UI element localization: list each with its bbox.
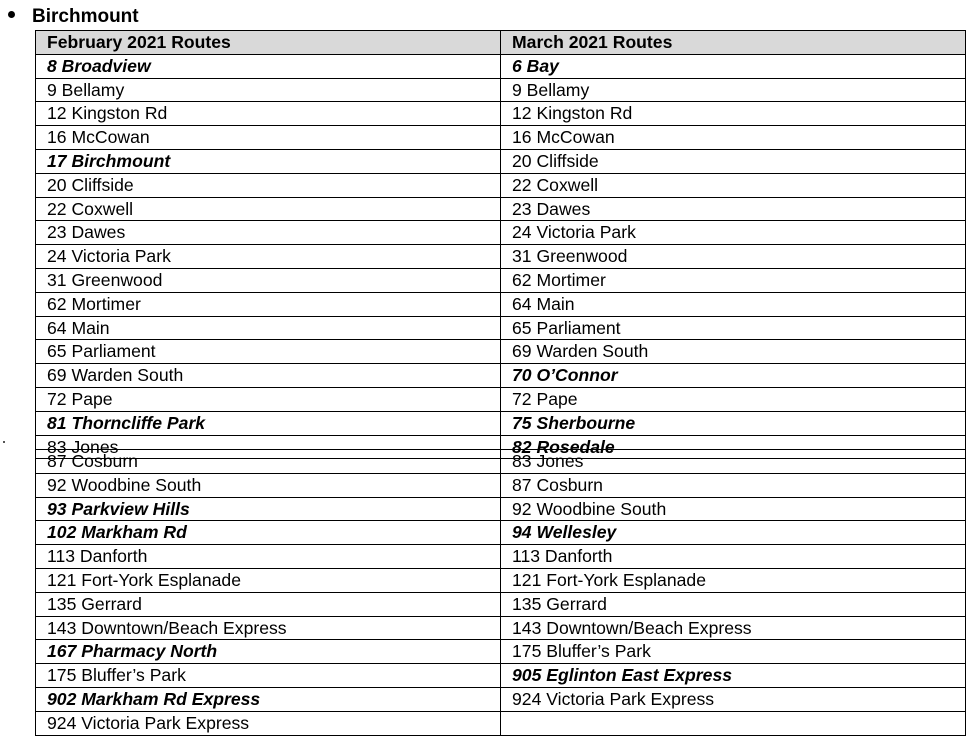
routes-table-bottom-body	[36, 450, 966, 736]
table-row	[36, 640, 966, 664]
march-route-cell: 83 Jones	[501, 450, 966, 474]
march-route-cell: 75 Sherbourne	[501, 411, 966, 435]
february-route-cell: 20 Cliffside	[36, 173, 501, 197]
table-row	[36, 411, 966, 435]
table-row	[36, 149, 966, 173]
february-route-cell: 167 Pharmacy North	[36, 640, 501, 664]
february-route-cell: 64 Main	[36, 316, 501, 340]
table-row	[36, 521, 966, 545]
february-route-cell: 902 Markham Rd Express	[36, 687, 501, 711]
table-row	[36, 687, 966, 711]
february-route-cell: 62 Mortimer	[36, 292, 501, 316]
february-route-cell: 102 Markham Rd	[36, 521, 501, 545]
february-route-cell: 121 Fort-York Esplanade	[36, 568, 501, 592]
table-row	[36, 473, 966, 497]
march-route-cell: 62 Mortimer	[501, 268, 966, 292]
march-route-cell: 9 Bellamy	[501, 78, 966, 102]
february-route-cell: 87 Cosburn	[36, 450, 501, 474]
march-route-cell: 143 Downtown/Beach Express	[501, 616, 966, 640]
february-route-cell: 69 Warden South	[36, 364, 501, 388]
table-row	[36, 126, 966, 150]
routes-table-bottom	[35, 449, 966, 736]
table-row	[36, 78, 966, 102]
march-route-cell: 22 Coxwell	[501, 173, 966, 197]
march-route-cell	[501, 711, 966, 735]
february-route-cell: 924 Victoria Park Express	[36, 711, 501, 735]
table-row	[36, 497, 966, 521]
february-route-cell: 81 Thorncliffe Park	[36, 411, 501, 435]
table-row	[36, 340, 966, 364]
february-route-cell: 113 Danforth	[36, 545, 501, 569]
table-row	[36, 316, 966, 340]
table-row	[36, 568, 966, 592]
february-route-cell: 8 Broadview	[36, 54, 501, 78]
table-row	[36, 268, 966, 292]
february-route-cell: 72 Pape	[36, 387, 501, 411]
march-route-cell: 94 Wellesley	[501, 521, 966, 545]
march-route-cell: 16 McCowan	[501, 126, 966, 150]
march-route-cell: 70 O’Connor	[501, 364, 966, 388]
bullet-icon	[8, 11, 15, 18]
table-row	[36, 364, 966, 388]
table-row	[36, 592, 966, 616]
table-row	[36, 545, 966, 569]
march-route-cell: 6 Bay	[501, 54, 966, 78]
march-route-cell: 20 Cliffside	[501, 149, 966, 173]
routes-table-top-body	[36, 31, 966, 459]
march-route-cell: 175 Bluffer’s Park	[501, 640, 966, 664]
table-row	[36, 292, 966, 316]
march-route-cell: 64 Main	[501, 292, 966, 316]
february-route-cell: 23 Dawes	[36, 221, 501, 245]
february-route-cell: 83 Jones	[36, 435, 501, 459]
table-row	[36, 616, 966, 640]
table-row	[36, 664, 966, 688]
table-row	[36, 197, 966, 221]
march-route-cell: 23 Dawes	[501, 197, 966, 221]
table-row	[36, 54, 966, 78]
february-route-cell: 16 McCowan	[36, 126, 501, 150]
march-route-cell: 82 Rosedale	[501, 435, 966, 459]
march-route-cell: 87 Cosburn	[501, 473, 966, 497]
stray-mark	[3, 441, 5, 443]
march-route-cell: 905 Eglinton East Express	[501, 664, 966, 688]
february-route-cell: 9 Bellamy	[36, 78, 501, 102]
routes-table-top	[35, 30, 966, 459]
section-title: Birchmount	[32, 6, 139, 27]
february-route-cell: 12 Kingston Rd	[36, 102, 501, 126]
march-route-cell: 113 Danforth	[501, 545, 966, 569]
february-route-cell: 135 Gerrard	[36, 592, 501, 616]
february-route-cell: 22 Coxwell	[36, 197, 501, 221]
march-route-cell: 12 Kingston Rd	[501, 102, 966, 126]
february-route-cell: 31 Greenwood	[36, 268, 501, 292]
march-route-cell: 121 Fort-York Esplanade	[501, 568, 966, 592]
march-route-cell: 135 Gerrard	[501, 592, 966, 616]
february-route-cell: 24 Victoria Park	[36, 245, 501, 269]
table-row	[36, 387, 966, 411]
march-route-cell: 69 Warden South	[501, 340, 966, 364]
march-route-cell: 31 Greenwood	[501, 245, 966, 269]
march-route-cell: 65 Parliament	[501, 316, 966, 340]
february-route-cell: 175 Bluffer’s Park	[36, 664, 501, 688]
table-row	[36, 245, 966, 269]
february-route-cell: 143 Downtown/Beach Express	[36, 616, 501, 640]
march-route-cell: 24 Victoria Park	[501, 221, 966, 245]
march-route-cell: 924 Victoria Park Express	[501, 687, 966, 711]
february-route-cell: 93 Parkview Hills	[36, 497, 501, 521]
table-row	[36, 173, 966, 197]
february-route-cell: 65 Parliament	[36, 340, 501, 364]
march-route-cell: 72 Pape	[501, 387, 966, 411]
header-row	[36, 31, 966, 55]
section-heading	[8, 6, 139, 28]
table-row	[36, 450, 966, 474]
table-row	[36, 221, 966, 245]
header-march: March 2021 Routes	[501, 31, 966, 55]
header-february: February 2021 Routes	[36, 31, 501, 55]
february-route-cell: 17 Birchmount	[36, 149, 501, 173]
table-row	[36, 711, 966, 735]
march-route-cell: 92 Woodbine South	[501, 497, 966, 521]
table-row	[36, 102, 966, 126]
february-route-cell: 92 Woodbine South	[36, 473, 501, 497]
